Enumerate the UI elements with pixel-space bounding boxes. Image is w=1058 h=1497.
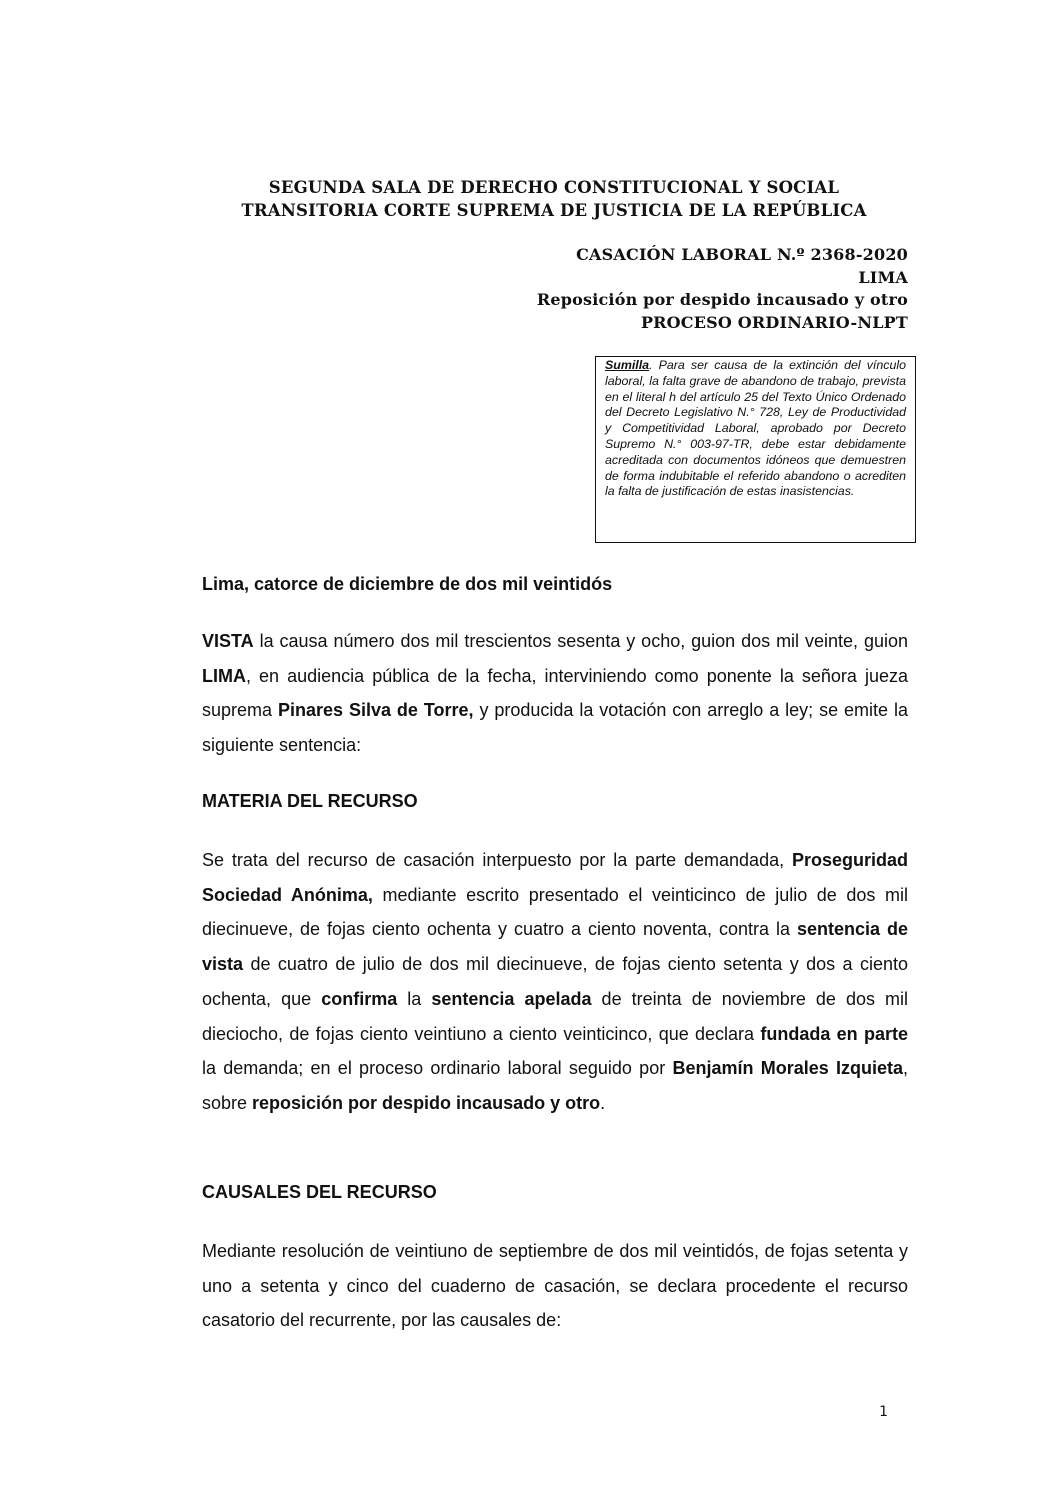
sumilla-text: . Para ser causa de la extinción del vínculo laboral, la falta grave de abandono de trabajo, prevista en el literal h del artículo 25 del Texto Único Ordenado del Decreto Legislativo N.° 728, Ley de Productividad y Competitividad Laboral, aprobado por Decreto Supremo N.° 003-97-TR, debe estar debidamente acreditada con documentos idóneos que demuestren de forma indubitable el referido abandono o acrediten la falta de justificación de estas inasistencias. bbox=[605, 358, 906, 499]
materia-defendant: Proseguridad Sociedad Anónima, bbox=[202, 850, 908, 905]
court-header bbox=[200, 176, 908, 222]
date-line: Lima, catorce de diciembre de dos mil veintidós bbox=[202, 574, 613, 594]
materia-text-6: la demanda; en el proceso ordinario laboral seguido por bbox=[202, 1058, 673, 1079]
materia-plaintiff: Benjamín Morales Izquieta bbox=[672, 1058, 903, 1079]
vista-judge-name: Pinares Silva de Torre, bbox=[277, 700, 474, 721]
materia-text-3: de cuatro de julio de dos mil diecinueve, de fojas ciento setenta y dos a ciento ochenta, que bbox=[202, 954, 908, 1009]
court-name-line-2: TRANSITORIA CORTE SUPREMA DE JUSTICIA DE LA REPÚBLICA bbox=[241, 201, 867, 220]
causales-paragraph: Mediante resolución de veintiuno de septiembre de dos mil veintidós, de fojas setenta y uno a setenta y cinco del cuaderno de casación, se declara procedente el recurso casatorio del recurrente, por las causales de: bbox=[202, 1241, 908, 1331]
materia-confirma: confirma bbox=[321, 988, 398, 1009]
case-subject: Reposición por despido incausado y otro bbox=[536, 290, 908, 309]
vista-text-2: , en audiencia pública de la fecha, interviniendo como ponente la señora jueza suprema bbox=[202, 665, 908, 721]
materia-sentencia-vista: sentencia de vista bbox=[202, 919, 908, 975]
case-process: PROCESO ORDINARIO-NLPT bbox=[640, 312, 908, 332]
vista-paragraph bbox=[202, 624, 908, 763]
case-identification bbox=[408, 244, 908, 334]
materia-text-8: . bbox=[600, 1092, 606, 1113]
materia-text-2: mediante escrito presentado el veinticinco de julio de dos mil diecinueve, de fojas ciento ochenta y cuatro a ciento noventa, contra la bbox=[202, 884, 908, 940]
case-number: CASACIÓN LABORAL N.º 2368-2020 bbox=[576, 245, 908, 264]
vista-city: LIMA bbox=[202, 665, 246, 686]
materia-heading: MATERIA DEL RECURSO bbox=[202, 791, 418, 811]
sumilla-label: Sumilla bbox=[605, 358, 650, 372]
sumilla-box bbox=[595, 356, 916, 543]
court-name-line-1: SEGUNDA SALA DE DERECHO CONSTITUCIONAL Y SOCIAL bbox=[268, 178, 840, 197]
page-number: 1 bbox=[879, 1404, 888, 1420]
materia-sentencia-apelada: sentencia apelada bbox=[431, 988, 592, 1009]
vista-text-3: y producida la votación con arreglo a ley; se emite la siguiente sentencia: bbox=[202, 700, 908, 756]
materia-text-7: , sobre bbox=[202, 1058, 909, 1113]
vista-text-1: la causa número dos mil trescientos sesenta y ocho, guion dos mil veinte, guion bbox=[253, 631, 908, 651]
materia-fundada: fundada en parte bbox=[760, 1023, 908, 1044]
materia-text-4: la bbox=[397, 988, 432, 1009]
causales-heading: CAUSALES DEL RECURSO bbox=[202, 1182, 437, 1202]
materia-text-5: de treinta de noviembre de dos mil dieciocho, de fojas ciento veintiuno a ciento veinticinco, que declara bbox=[202, 988, 909, 1044]
case-city: LIMA bbox=[858, 267, 908, 287]
materia-paragraph bbox=[202, 843, 908, 1121]
materia-text-1: Se trata del recurso de casación interpuesto por la parte demandada, bbox=[202, 850, 792, 870]
materia-subject: reposición por despido incausado y otro bbox=[252, 1092, 601, 1113]
vista-keyword: VISTA bbox=[202, 631, 254, 651]
